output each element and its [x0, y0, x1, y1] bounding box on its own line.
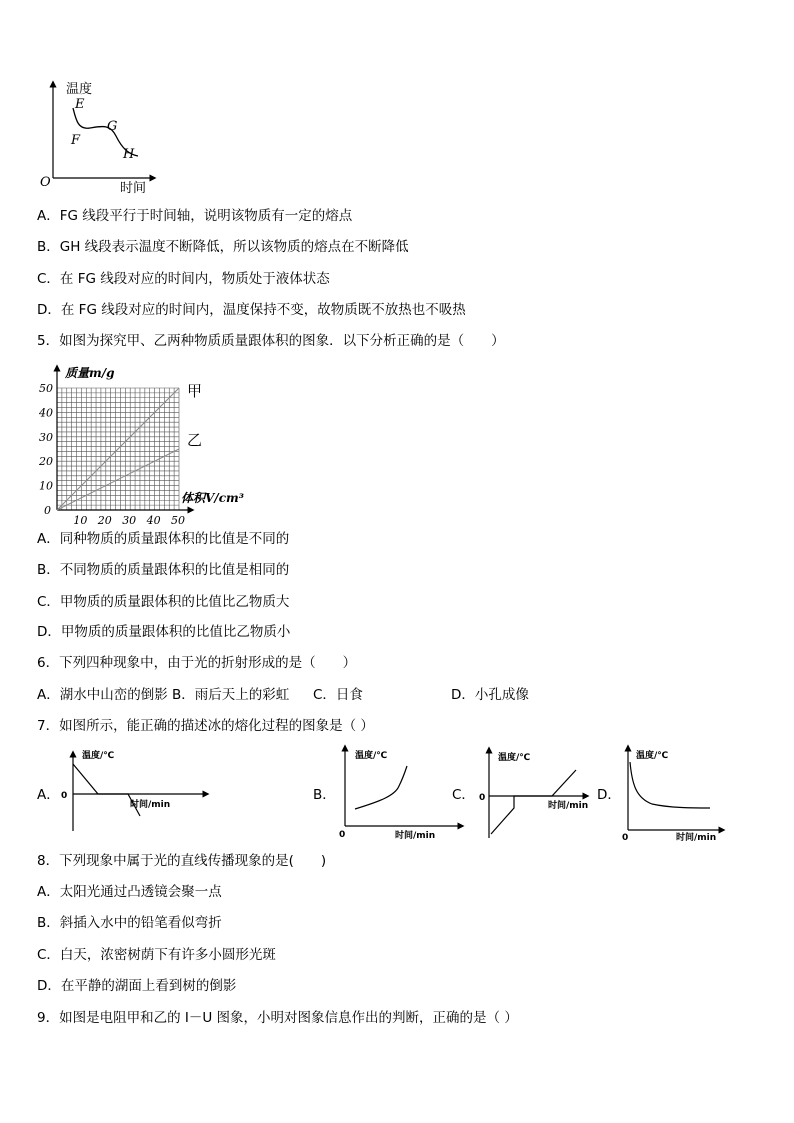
svg-text:时间/min: 时间/min [130, 800, 171, 810]
q8-option-a: A．太阳光通过凸透镜会聚一点 [37, 884, 222, 900]
svg-text:时间/min: 时间/min [676, 833, 717, 843]
q4-option-b: B．GH 线段表示温度不断降低，所以该物质的熔点在不断降低 [37, 239, 409, 255]
point-f-label: F [71, 133, 81, 148]
mass-volume-chart [36, 362, 266, 527]
x-tick-label: 50 [171, 514, 185, 527]
x-tick-label: 10 [73, 514, 88, 527]
svg-text:温度/℃: 温度/℃ [498, 753, 531, 763]
q8-option-c: C．白天，浓密树荫下有许多小圆形光斑 [37, 947, 276, 963]
x-tick-label: 20 [97, 514, 112, 527]
q8-stem: 8．下列现象中属于光的直线传播现象的是( ) [37, 853, 327, 869]
q5-stem: 5．如图为探究甲、乙两种物质质量跟体积的图象．以下分析正确的是（ ） [37, 333, 505, 349]
q6-stem: 6．下列四种现象中，由于光的折射形成的是（ ） [37, 655, 357, 671]
x-axis-label: 时间 [120, 181, 147, 196]
y-tick-label: 20 [39, 455, 53, 469]
x-axis-label: 体积V/cm³ [181, 491, 244, 505]
svg-text:温度/℃: 温度/℃ [355, 751, 388, 761]
origin-label: 0 [44, 504, 51, 517]
q9-stem: 9．如图是电阻甲和乙的 I－U 图象，小明对图象信息作出的判断，正确的是（ ） [37, 1010, 518, 1026]
y-tick-label: 30 [39, 430, 53, 444]
point-g-label: G [107, 119, 118, 134]
svg-text:温度/℃: 温度/℃ [636, 751, 669, 761]
q7-option-a-label: A． [37, 787, 60, 803]
q8-option-d: D．在平静的湖面上看到树的倒影 [37, 978, 237, 994]
y-axis-label: 温度 [66, 82, 93, 97]
series-label-0: 甲 [187, 382, 203, 400]
q6-option-b: B．雨后天上的彩虹 [172, 687, 290, 703]
origin-label: O [40, 175, 51, 190]
q5-option-b: B．不同物质的质量跟体积的比值是相同的 [37, 562, 290, 578]
q4-option-c: C．在 FG 线段对应的时间内，物质处于液体状态 [37, 271, 330, 287]
svg-text:时间/min: 时间/min [548, 801, 589, 811]
q7-option-c-label: C． [452, 787, 475, 803]
svg-text:0: 0 [61, 791, 68, 801]
y-tick-label: 50 [39, 382, 53, 395]
y-tick-label: 10 [39, 479, 53, 493]
svg-text:0: 0 [339, 830, 346, 840]
q4-option-a: A．FG 线段平行于时间轴，说明该物质有一定的熔点 [37, 208, 353, 224]
q7-graph-d [614, 744, 729, 842]
y-axis-label: 质量m/g [65, 366, 115, 380]
series-line-1 [57, 449, 179, 510]
q6-option-d: D．小孔成像 [451, 687, 529, 703]
q7-option-b-label: B． [313, 787, 336, 803]
x-tick-label: 30 [122, 514, 137, 527]
q7-graph-b [333, 744, 468, 844]
q5-option-a: A．同种物质的质量跟体积的比值是不同的 [37, 531, 290, 547]
svg-text:温度/℃: 温度/℃ [82, 751, 115, 761]
q4-option-d: D．在 FG 线段对应的时间内，温度保持不变，故物质既不放热也不吸热 [37, 302, 466, 318]
q5-option-d: D．甲物质的质量跟体积的比值比乙物质小 [37, 624, 291, 640]
q5-option-c: C．甲物质的质量跟体积的比值比乙物质大 [37, 594, 290, 610]
svg-text:0: 0 [622, 833, 629, 843]
q8-option-b: B．斜插入水中的铅笔看似弯折 [37, 915, 222, 931]
q7-graph-a [58, 748, 218, 838]
series-line-0 [57, 388, 179, 510]
cooling-curve-figure [38, 78, 158, 198]
x-tick-label: 40 [146, 514, 161, 527]
q6-option-a: A．湖水中山峦的倒影 [37, 687, 168, 703]
y-tick-label: 40 [39, 406, 53, 420]
q7-option-d-label: D． [597, 787, 621, 803]
series-label-1: 乙 [187, 431, 203, 449]
q7-graph-c [474, 746, 594, 841]
point-h-label: H [123, 147, 135, 162]
q7-stem: 7．如图所示，能正确的描述冰的熔化过程的图象是（ ） [37, 718, 374, 734]
svg-text:0: 0 [479, 793, 486, 803]
q6-option-c: C．日食 [313, 687, 363, 703]
svg-text:时间/min: 时间/min [395, 831, 436, 841]
point-e-label: E [75, 97, 85, 112]
